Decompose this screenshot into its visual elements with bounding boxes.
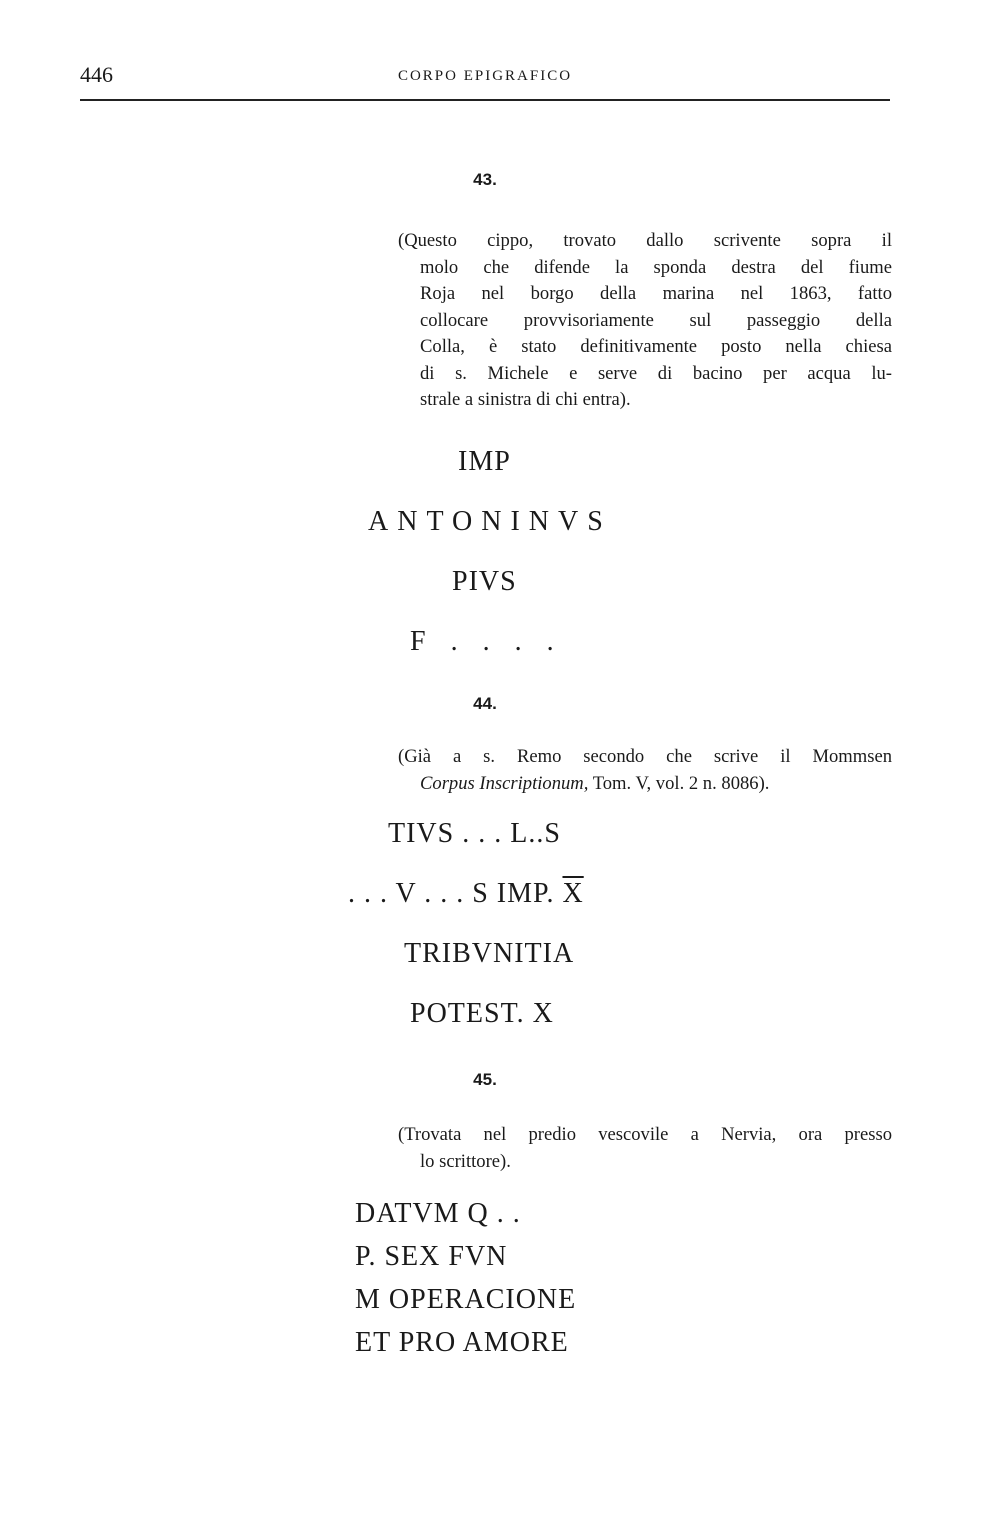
inscription-line: M OPERACIONE bbox=[355, 1284, 577, 1315]
note-line: di s. Michele e serve di bacino per acqua lu- bbox=[420, 362, 892, 384]
running-head bbox=[80, 62, 890, 92]
inscription-line bbox=[348, 878, 584, 910]
note-line: (Già a s. Remo secondo che scrive il Mommsen bbox=[398, 746, 892, 767]
header-rule bbox=[80, 99, 890, 101]
citation-details: Tom. V, vol. 2 n. 8086). bbox=[588, 772, 770, 794]
inscription-line: DATVM Q . . bbox=[355, 1198, 521, 1229]
inscription-line: IMP bbox=[458, 446, 511, 477]
entry-43-note bbox=[398, 228, 892, 414]
note-line: lo scrittore). bbox=[420, 1150, 511, 1172]
inscription-line: TRIBVNITIA bbox=[404, 938, 575, 969]
inscription-line: F . . . . bbox=[410, 626, 563, 657]
note-line: (Trovata nel predio vescovile a Nervia, ora presso bbox=[398, 1124, 892, 1145]
citation-title: Corpus Inscriptionum, bbox=[420, 772, 589, 794]
inscription-line: ANTONINVS bbox=[368, 506, 612, 537]
entry-number-44: 44. bbox=[473, 694, 497, 713]
note-line: Colla, è stato definitivamente posto nella chiesa bbox=[420, 336, 892, 357]
inscription-line: ET PRO AMORE bbox=[355, 1327, 569, 1358]
running-title: CORPO EPIGRAFICO bbox=[397, 68, 573, 84]
note-line: Roja nel borgo della marina nel 1863, fatto bbox=[420, 283, 892, 304]
note-line: strale a sinistra di chi entra). bbox=[420, 389, 631, 410]
entry-45-note bbox=[398, 1122, 892, 1175]
note-line: (Questo cippo, trovato dallo scrivente sopra il bbox=[398, 230, 892, 251]
numeral-with-overbar: $\overline{X}$ bbox=[562, 878, 584, 909]
inscription-line: TIVS . . . L..S bbox=[388, 818, 561, 849]
entry-number-43: 43. bbox=[473, 170, 497, 189]
note-line: molo che difende la sponda destra del fiume bbox=[420, 256, 892, 278]
page-number: 446 bbox=[80, 62, 113, 87]
entry-44-note bbox=[398, 744, 892, 797]
inscription-line: POTEST. X bbox=[410, 998, 554, 1029]
note-line: collocare provvisoriamente sul passeggio della bbox=[420, 309, 892, 331]
entry-number-45: 45. bbox=[473, 1070, 497, 1089]
inscription-text: . . . V . . . S IMP. bbox=[348, 878, 563, 909]
inscription-line: PIVS bbox=[452, 566, 517, 597]
note-line bbox=[398, 771, 892, 798]
inscription-line: P. SEX FVN bbox=[355, 1241, 508, 1272]
